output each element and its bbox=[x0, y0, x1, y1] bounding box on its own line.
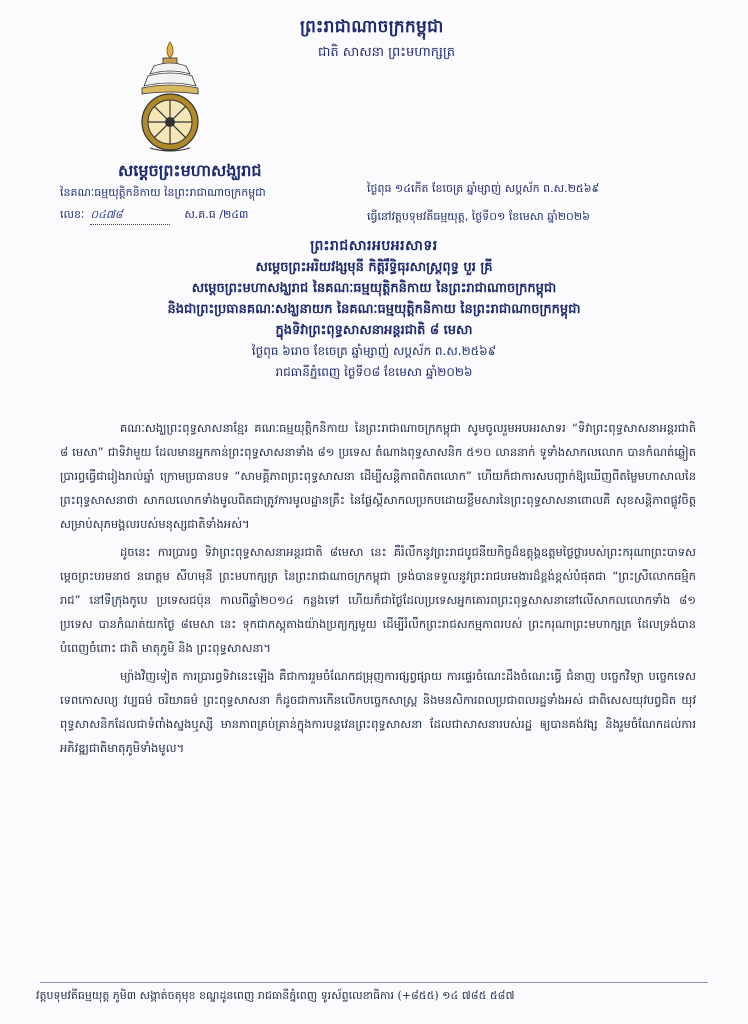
footer-phone: (+៨៥៥) ១៤ ៧៨៥ ៥៨៧ bbox=[397, 989, 515, 1002]
footer-address-line bbox=[36, 989, 514, 1005]
reference-number-row bbox=[60, 208, 268, 225]
lunar-date: ថ្ងៃពុធ ១៤កើត ខែចេត្រ ឆ្នាំម្សាញ់ សប្តស័ក ព.ស.២៥៦៩ bbox=[367, 182, 600, 195]
body-paragraph-2: ដូចនេះ ការប្រារព្ធ ទិវាព្រះពុទ្ធសាសនាអន្តរជាតិ ៨មេសា នេះ គឺរំលឹកនូវព្រះរាជបូជនីយកិច្ចដ៏ឧត្តុង្គឧត្តមថ្លៃថ្លារបស់ព្រះករុណាព្រះបាទសម្តេចព្រះបរមនាថ នរោត្តម សីហមុនី ព្រះមហាក្សត្រ នៃព្រះរាជាណាចក្រកម្ពុជា ទ្រង់បានទទួលនូវព្រះរាជបរមងារដ៏ខ្ពង់ខ្ពស់បំផុតជា “ព្រះស្រីលោកធម្មិករាជ” នៅទីក្រុងកូបេ ប្រទេសជប៉ុន កាលពីឆ្នាំ២០១៤ កន្លងទៅ ហើយក៏ជាថ្ងៃដែលប្រទេសអ្នកគោរពព្រះពុទ្ធសាសនានៅលើសាកលលោកទាំង ៨១ ប្រទេស បានកំណត់យកថ្ងៃ ៨មេសា នេះ ទុកជាភស្តុតាងយ៉ាងប្រត្យក្សមួយ ដើម្បីរំលឹកព្រះរាជសកម្មភាពរបស់ ព្រះករុណាព្រះមហាក្សត្រ ដែលទ្រង់បានបំពេញចំពោះ ជាតិ មាតុភូមិ និង ព្រះពុទ្ធសាសនា។ bbox=[60, 545, 696, 655]
title-line-4: ក្នុងទិវាព្រះពុទ្ធសាសនាអន្តរជាតិ ៨ មេសា bbox=[275, 323, 473, 338]
reference-code: ស.គ.ធ /២៤៣ bbox=[184, 208, 249, 221]
organization-subtitle: នៃគណៈធម្មយុត្តិកនិកាយ នៃព្រះរាជាណាចក្រកម្ពុជា bbox=[60, 186, 266, 199]
title-line-2: សម្តេចព្រះមហាសង្ឃរាជ នៃគណៈធម្មយុត្តិកនិកាយ នៃព្រះរាជាណាចក្រកម្ពុជា bbox=[191, 281, 557, 296]
national-motto: ជាតិ សាសនា ព្រះមហាក្សត្រ bbox=[318, 45, 455, 60]
supreme-patriarch-emblem-icon bbox=[130, 40, 210, 155]
message-body bbox=[60, 416, 696, 764]
title-date-1: ថ្ងៃពុធ ៦រោច ខែចេត្រ ឆ្នាំម្សាញ់ សប្តស័ក ព.ស.២៥៦៩ bbox=[251, 344, 497, 358]
organization-name: សម្តេចព្រះមហាសង្ឃរាជ bbox=[118, 161, 262, 180]
message-heading: ព្រះរាជសារអបអរសាទរ bbox=[310, 238, 438, 254]
issue-date: ធ្វើនៅវត្តបទុមវតីធម្មយុត្ត, ថ្ងៃទី០១ ខែមេសា ឆ្នាំ២០២៦ bbox=[367, 210, 590, 223]
reference-number: ០៤៧៨ bbox=[90, 208, 170, 225]
footer-address: វត្តបទុមវតីធម្មយុត្ត ភូមិ៣ សង្កាត់ចតុមុខ ខណ្ឌដូនពេញ រាជធានីភ្នំពេញ ទូរស័ព្ទលេខាធិការ bbox=[36, 989, 395, 1002]
body-paragraph-3: ម្យ៉ាងវិញទៀត ការប្រារព្ធទិវានេះឡើង គឺជាការរួមចំណែកជម្រុញការផ្សព្វផ្សាយ ការផ្ទេរចំណេះដឹងចំណេះធ្វើ ជំនាញ បច្ចេកវិទ្យា បច្ចេកទេស ទេពកោសល្យ វប្បធម៌ ចរិយាធម៌ ព្រះពុទ្ធសាសនា ក៏ដូចជាការកើនលើកបច្ចេកសាស្ត្រ និងមនសិការពលប្រជាពលរដ្ឋទាំងអស់ ជាពិសេសយុវបព្វជិត យុវពុទ្ធសាសនិកដែលជាទំពាំងស្នងឬស្សី មានភាពគ្រប់គ្រាន់ក្នុងការបន្តវេនព្រះពុទ្ធសាសនា ដែលជាសាសនារបស់រដ្ឋ ឲ្យបានគង់វង្ស និងរួមចំណែកដល់ការអភិវឌ្ឍជាតិមាតុភូមិទាំងមូល។ bbox=[60, 669, 696, 755]
message-title-block bbox=[0, 236, 748, 383]
kingdom-title: ព្រះរាជាណាចក្រកម្ពុជា bbox=[300, 17, 444, 37]
footer-divider bbox=[40, 982, 708, 983]
title-line-1: សម្តេចព្រះអរិយវង្សមុនី កិត្តិរឹទ្ធិធុរសាស្ត្រពុទ្ធ បួរ គ្រី bbox=[255, 260, 493, 275]
body-paragraph-1: គណៈសង្ឃព្រះពុទ្ធសាសនាខ្មែរ គណៈធម្មយុត្តិកនិកាយ នៃព្រះរាជាណាចក្រកម្ពុជា សូមចូលរួមអបអរសាទរ “ទិវាព្រះពុទ្ធសាសនាអន្តរជាតិ ៨ មេសា” ជាទិវាមួយ ដែលមានអ្នកកាន់ព្រះពុទ្ធសាសនាទាំង ៨១ ប្រទេស តំណាងពុទ្ធសាសនិក ៥១០ លាននាក់ ទូទាំងសាកលលោក បានកំណត់ឆ្លៀតប្រារព្ធធ្វើជារៀងរាល់ឆ្នាំ ក្រោមប្រធានបទ “សាមគ្គីភាពព្រះពុទ្ធសាសនា ដើម្បីសន្តិភាពពិភពលោក” ហើយក៏ជាការសបញ្ជាក់ឱ្យឃើញពីតម្លៃមហាសាលនៃព្រះពុទ្ធសាសនាថា សាកលលោកទាំងមូលពិតជាត្រូវការមូលដ្ឋានគ្រឹះ នៃផ្លែស្តីសាកលប្រកបដោយខ្លឹមសារនៃព្រះពុទ្ធសាសនាពោលគឺ សុខសន្តិភាពផ្លូវចិត្ត សម្រាប់សុភមង្គលរបស់មនុស្សជាតិទាំងអស់។ bbox=[60, 421, 696, 531]
title-date-2: រាជធានីភ្នំពេញ ថ្ងៃទី០៨ ខែមេសា ឆ្នាំ២០២៦ bbox=[275, 365, 473, 379]
title-line-3: និងជាព្រះប្រធានគណៈសង្ឃនាយក នៃគណៈធម្មយុត្តិកនិកាយ នៃព្រះរាជាណាចក្រកម្ពុជា bbox=[167, 302, 581, 317]
reference-label: លេខៈ bbox=[60, 208, 85, 221]
